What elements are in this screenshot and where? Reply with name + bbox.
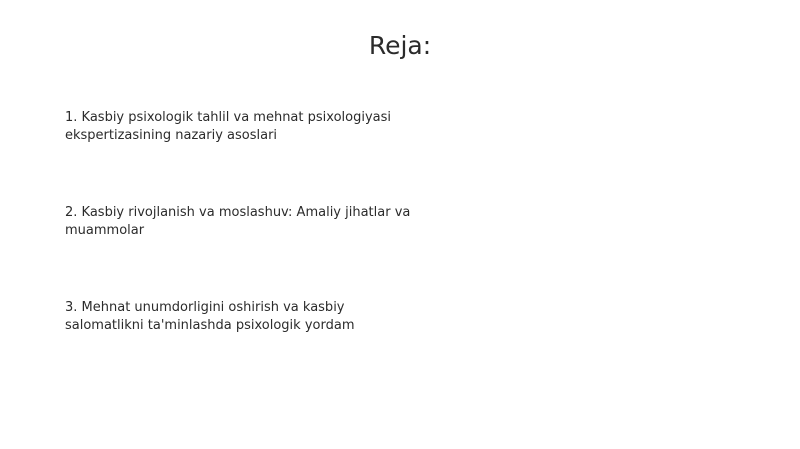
plan-item-1: 1. Kasbiy psixologik tahlil va mehnat psixologiyasi ekspertizasining nazariy asoslari [65, 110, 391, 143]
plan-list [65, 109, 415, 394]
plan-item-3: 3. Mehnat unumdorligini oshirish va kasbiy salomatlikni ta'minlashda psixologik yordam [65, 300, 355, 333]
slide-title: Reja: [368, 31, 432, 60]
plan-item-2: 2. Kasbiy rivojlanish va moslashuv: Amaliy jihatlar va muammolar [65, 205, 411, 238]
